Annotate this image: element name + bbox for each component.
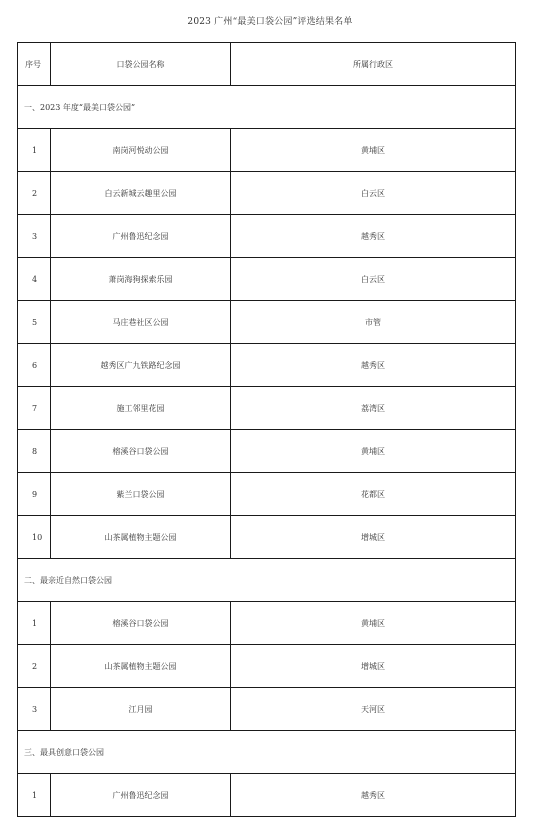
header-park-name: 口袋公园名称 — [51, 43, 231, 86]
section-heading-row — [18, 86, 516, 129]
document-title: 2023 广州“最美口袋公园”评选结果名单 — [187, 17, 353, 27]
table-row — [18, 344, 516, 387]
row-number: 9 — [18, 473, 51, 516]
district-name: 白云区 — [231, 258, 516, 301]
section-heading: 二、最亲近自然口袋公园 — [18, 559, 516, 602]
district-name: 白云区 — [231, 172, 516, 215]
table-row — [18, 301, 516, 344]
park-name: 白云新城云趣里公园 — [51, 172, 231, 215]
district-name: 天河区 — [231, 688, 516, 731]
row-number: 5 — [18, 301, 51, 344]
row-number: 6 — [18, 344, 51, 387]
row-number: 2 — [18, 172, 51, 215]
park-name: 山茶属植物主题公园 — [51, 645, 231, 688]
park-name: 榕溪谷口袋公园 — [51, 430, 231, 473]
park-name: 南岗河悦动公园 — [51, 129, 231, 172]
row-number: 4 — [18, 258, 51, 301]
section-heading-row — [18, 731, 516, 774]
district-name: 越秀区 — [231, 344, 516, 387]
header-no: 序号 — [18, 43, 51, 86]
park-name: 萧岗海狗探索乐园 — [51, 258, 231, 301]
table-row — [18, 430, 516, 473]
row-number: 10 — [18, 516, 51, 559]
row-number: 8 — [18, 430, 51, 473]
park-name: 越秀区广九铁路纪念园 — [51, 344, 231, 387]
district-name: 越秀区 — [231, 215, 516, 258]
park-name: 紫兰口袋公园 — [51, 473, 231, 516]
table-row — [18, 387, 516, 430]
district-name: 黄埔区 — [231, 602, 516, 645]
district-name: 市管 — [231, 301, 516, 344]
table-row — [18, 215, 516, 258]
district-name: 越秀区 — [231, 774, 516, 817]
row-number: 2 — [18, 645, 51, 688]
table-row — [18, 129, 516, 172]
header-district: 所属行政区 — [231, 43, 516, 86]
table-row — [18, 602, 516, 645]
section-heading-row — [18, 559, 516, 602]
park-name: 山茶属植物主题公园 — [51, 516, 231, 559]
table-row — [18, 645, 516, 688]
park-name: 施工邻里花园 — [51, 387, 231, 430]
park-name: 广州鲁迅纪念园 — [51, 774, 231, 817]
district-name: 花都区 — [231, 473, 516, 516]
row-number: 1 — [18, 602, 51, 645]
district-name: 增城区 — [231, 645, 516, 688]
table-header-row — [18, 43, 516, 86]
table-row — [18, 774, 516, 817]
park-name: 广州鲁迅纪念园 — [51, 215, 231, 258]
table-row — [18, 516, 516, 559]
section-heading: 一、2023 年度“最美口袋公园” — [18, 86, 516, 129]
row-number: 1 — [18, 774, 51, 817]
district-name: 荔湾区 — [231, 387, 516, 430]
district-name: 黄埔区 — [231, 430, 516, 473]
district-name: 黄埔区 — [231, 129, 516, 172]
section-heading: 三、最具创意口袋公园 — [18, 731, 516, 774]
row-number: 1 — [18, 129, 51, 172]
row-number: 3 — [18, 688, 51, 731]
row-number: 3 — [18, 215, 51, 258]
row-number: 7 — [18, 387, 51, 430]
park-name: 榕溪谷口袋公园 — [51, 602, 231, 645]
park-name: 江月园 — [51, 688, 231, 731]
district-name: 增城区 — [231, 516, 516, 559]
table-row — [18, 473, 516, 516]
table-row — [18, 172, 516, 215]
results-table — [17, 42, 516, 817]
table-row — [18, 258, 516, 301]
park-name: 马庄巷社区公园 — [51, 301, 231, 344]
table-row — [18, 688, 516, 731]
